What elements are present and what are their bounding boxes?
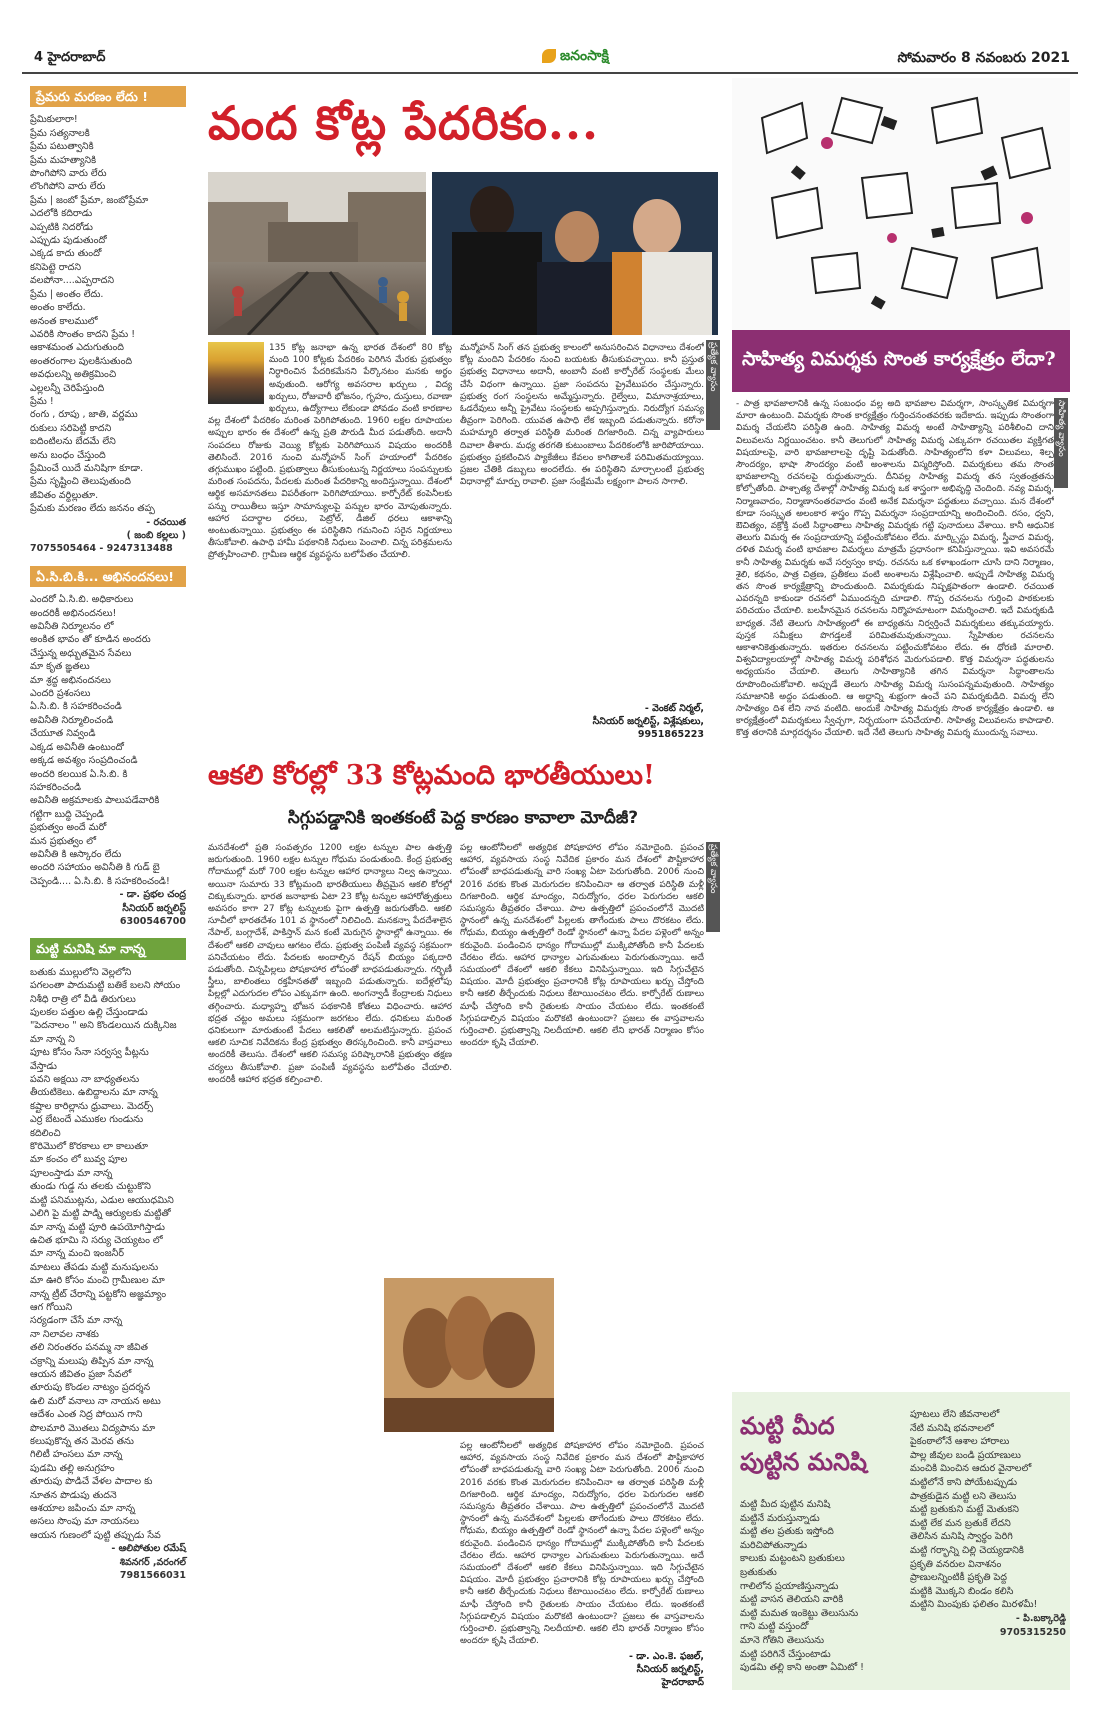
poem-line: అందరికీ అభినందనలు! [30,607,117,619]
left-column [30,86,186,1690]
poem-line: నేటి మనిషి భవనాలలో [910,1422,994,1434]
poem-box-title: మట్టి మీద పుట్టిన మనిషి [740,1411,868,1476]
poem-line: పొంగిపోని వారు లేరు [30,168,107,180]
byline-name: - డా. ఎం.కె. ఫజల్, [629,1651,704,1662]
poem-body [30,593,186,888]
poem-section-3 [30,938,186,1582]
poem-line: ఏ.సి.బి. కి సహకరించండి [30,701,122,713]
poem-line: ప్రభుత్వం అందే మరో [30,822,107,834]
article1-text-2: మన్మోహన్ సింగ్ తన ప్రభుత్వ కాలంలో అనుసరించిన విధానాలు దేశంలో కోట్ల మందిని పేదరికం నుంచి బయటకు తీసుకువచ్చాయి. కానీ ప్రస్తుత ప్రభుత్వ విధానాలు అదానీ, అంబానీ వంటి కార్పోరేట్ సంస్థలకు మేలు చేసే విధంగా ఉన్నాయి. ప్రజా సంపదను ప్రైవేటుపరం చేస్తున్నారు. ప్రభుత్వ రంగ సంస్థలను అమ్మేస్తున్నారు. రైల్వేలు, విమానాశ్రయాలు, ఓడరేవులు అన్నీ ప్రైవేటు సంస్థలకు అప్పగిస్తున్నారు. నిరుద్యోగ సమస్య తీవ్రంగా పెరిగింది. యువత ఉపాధి లేక ఇబ్బంది పడుతున్నారు. కరోనా మహమ్మారి తర్వాత పరిస్థితి మరింత దిగజారింది. చిన్న వ్యాపారులు దివాలా తీశారు. మధ్య తరగతి కుటుంబాలు పేదరికంలోకి జారిపోయాయి. ప్రభుత్వం ప్రకటించిన ప్యాకేజీలు కేవలం కాగితాలకే పరిమితమయ్యాయి. ప్రజల చేతికి డబ్బులు అందలేదు. ఈ పరిస్థితిని మార్చాలంటే ప్రభుత్వ విధానాల్లో మార్పు రావాలి. ప్రజా సంక్షేమమే లక్ష్యంగా పాలన సాగాలి. [460,343,704,488]
poem-line: ఆగ గోయిని [30,1301,73,1313]
poem-line: చక్రాన్ని మలుపు తిప్పిన మా నాన్న [30,1355,154,1367]
poem-line: అక్కడ అవశ్యం సంప్రదించండి [30,755,138,767]
poem-line: కాలుకు మట్టంటని బ్రతుకులు [740,1553,845,1565]
poem-line: పొలమారి మొతలు విద్యపాను మా [30,1422,156,1434]
poem-line: అవినీతి అక్రమాలకు పాలుపడేవారికి [30,795,160,807]
poem-line: మంచికి మించిన ఆదుర వైనాలలో [910,1463,1032,1475]
article1-byline [460,702,704,741]
poem-line: మట్టిని మింపుకు ఫలితం మిరళమీ! [910,1599,1038,1611]
poem-line: గట్టిగా బుద్ధి చెప్పండి [30,808,104,820]
article1-text-1: 135 కోట్ల జనాభా ఉన్న భారత దేశంలో 80 కోట్ల మంది 100 కోట్లకు పేదరికం పెరిగిన మేరకు ప్రభుత్వం నిర్ధారించిన పేదరికమేనని పేర్కొనటం మనకు అర్థం అవుతుంది. ఆరోగ్య అవసరాల ఖర్చులు , విద్య ఖర్చులు, రోజువారీ భోజనం, గృహం, దుస్తులు, రవాణా ఖర్చులు, ఉద్యోగాలు లేకుండా పోవడం వంటి కారణాల వల్ల దేశంలో పేదరికం మరింత పెరిగిపోతుంది. 1960 లక్షల రూపాయల అప్పుల భారం ఈ దేశంలో ఉన్న ప్రతి పౌరుడి మీద పడుతోంది. అదానీ సంపదలు రోజుకు వెయ్యి కోట్లకు పెరిగిపోయిన విషయం అందరికీ తెలిసిందే. 2016 నుంచి మన్మోహన్ సింగ్ హయాంలో పేదరికం తగ్గుముఖం పట్టింది. ప్రభుత్వాలు తీసుకుంటున్న నిర్ణయాలు సంపన్నులకు మరింత సంపదను, పేదలకు మరింత పేదరికాన్ని అందిస్తున్నాయి. దేశంలో ఆర్థిక అసమానతలు విపరీతంగా పెరిగిపోయాయి. కార్పోరేట్ కంపెనీలకు పన్ను రాయితీలు ఇస్తూ సామాన్యులపై పన్నుల భారం మోపుతున్నారు. ఆహార పదార్థాల ధరలు, పెట్రోల్, డీజిల్ ధరలు ఆకాశాన్ని అంటుతున్నాయి. ప్రభుత్వం ఈ పరిస్థితిని గమనించి సరైన నిర్ణయాలు తీసుకోవాలి. ఉపాధి హామీ పథకానికి నిధులు పెంచాలి. చిన్న పరిశ్రమలను ప్రోత్సహించాలి. గ్రామీణ ఆర్థిక వ్యవస్థను బలోపేతం చేయాలి. [208,343,452,561]
poem-line: నిశీధి రాత్రి లో వీడి తిరుగులు [30,993,136,1005]
article2-column-2-cont [460,1440,704,1650]
poem-line: లొంగిపోని వారు లేరు [30,181,106,193]
byline-title: సీనియర్ జర్నలిస్ట్, విశ్లేషకులు, [592,716,704,727]
hands-photo [384,1278,554,1432]
poem-line: పూటలు లేని జీవనాలలో [910,1409,1000,1420]
poem-line: తుండు గుడ్డ ను తలకు చుట్టుకొని [30,1181,151,1193]
poem-line: అను బంధం చేస్తుంది [30,449,106,461]
poem-line: మట్టి బ్రతుకుని మట్టే మెతుకని [910,1504,1019,1516]
poem-line: ఎక్కడ అవినీతి ఉంటుందో [30,741,124,753]
poem-line: మా శ్రద్ధ అభినందనలు [30,674,111,686]
poem-line: మట్టికి మొక్కని బిండం కలిసి [910,1585,1014,1597]
poem-line: అంకిత భావం తో కూడిన అందరు [30,634,151,646]
article2-column-2 [460,842,704,1272]
masthead [22,44,1078,74]
poem-line: గాలిలోన ప్రయాణిస్తున్నాడు [740,1580,839,1592]
poem-line: మాటలు తేపడు మట్టి మనుషులను [30,1261,159,1273]
poem-line: గాని మట్టి వస్తుందో [740,1621,809,1633]
article2-column-1 [208,842,452,1688]
poem-line: మా కృత ఙ్ఞతలు [30,661,90,673]
poem-line: ఆశయాల జపించు మా నాన్న [30,1503,136,1515]
poem-line: కొరిమొలో కొరకాలు లా కాలుతూ [30,1141,148,1153]
poem-line: చెప్పండి.... ఏ.సి.బి. కి సహకరించండి! [30,875,170,887]
poem-line: జీవితం వర్ధిల్లుతూ. [30,489,99,501]
poem-signature-sub: సీనియర్ జర్నలిస్ట్ [122,902,186,914]
poem-line: మట్టిలోనే కాని పోయేటప్పుడు [910,1476,1018,1488]
poem-line: వలపోనా....ఎప్పరాదని [30,275,115,287]
article2-subheadline: సిగ్గుపడ్డానికి ఇంతకంటే పెద్ద కారణం కావాలా మోదీజీ? [287,808,639,828]
poem-title: మట్టి మనిషి మా నాన్న [30,938,186,959]
poem-line: ఎర్ర బేటందే ఎముకల గుండును [30,1114,144,1126]
poem-line: పుడమి తల్లి కాని అంతా ఏమిటో ! [740,1662,864,1674]
poem-line: మన ప్రభుత్వం లో [30,835,97,847]
poem-line: తూరుపు పొడిచే వేళల పాదాల కు [30,1476,153,1488]
issue-date: సోమవారం 8 నవంబరు 2021 [897,50,1070,66]
poem-line: ఐదింటిలను బేదమే లేని [30,436,116,448]
poem-signature: - డా. ప్రభల చంద్ర [119,889,186,901]
poem-line: అసలు సొంపు మా నాయనలు [30,1516,140,1528]
author-photo [208,342,264,404]
poem-line: అంతరంగాల పులకిసుతుంది [30,355,133,367]
poem-line: మా నాన్న మంచి ఇంజనీర్ [30,1248,124,1260]
poem-box-right-lines [910,1408,1066,1639]
poem-line: మట్టి మీద పుట్టిన మనిషి [740,1499,831,1510]
poem-line: కష్టాల కారిల్లాను ధ్రువాలు. మెదర్స్ [30,1100,154,1112]
poem-line: అందరి కలయిక ఏ.సి.బి. కి [30,768,128,780]
paper-logo [542,48,609,67]
poem-line: కలుపుకొన్న తన మెరవ తను [30,1436,134,1447]
poem-line: మానె గోతిని తెలుసును [740,1634,825,1646]
poem-line: ఎదలోకి కదిరాడు [30,208,93,220]
poem-line: ప్రేమ ! [30,395,54,407]
poem-line: గిలిటీ హంసలు మా నాన్న [30,1449,123,1461]
poem-line: అవినీతి నిర్మూలనం లో [30,621,114,633]
article2-headline: ఆకలి కోరల్లో 33 కోట్లమంది భారతీయులు! [208,760,655,791]
poem-line: ఎందరో ఏ.సి.బి. అధికారులు [30,594,134,606]
poem-line: ప్రేమ మహత్యానికి [30,154,97,166]
poem-line: ప్రేమ సృష్టించి తెలుపుతుంది [30,476,131,488]
page-city: 4 హైదరాబాద్ [34,50,106,65]
poem-line: ఆయన జీవితం ప్రజా సేవలో [30,1368,132,1380]
poem-line: ప్రేమ సత్యనాలకి [30,127,90,139]
poem-line: ఎప్పుడు పుడుతుందో [30,235,107,247]
article2-text-2: పల్ల ఆంటోనీలలో అత్యధిక పోషకాహార లోపం నమోదైంది. ప్రపంచ ఆహార, వ్యవసాయ సంస్థ నివేదిక ప్రకారం మన దేశంలో పౌష్టికాహార లోపంతో బాధపడుతున్న వారి సంఖ్య ఏటా పెరుగుతోంది. 2006 నుంచి 2016 వరకు కొంత మెరుగుదల కనిపించినా ఆ తర్వాత పరిస్థితి మళ్లీ దిగజారింది. ఆర్థిక మాంద్యం, నిరుద్యోగం, ధరల పెరుగుదల ఆకలి సమస్యను తీవ్రతరం చేశాయి. పాల ఉత్పత్తిలో ప్రపంచంలోనే మొదటి స్థానంలో ఉన్న మనదేశంలో పిల్లలకు తాగేందుకు పాలు దొరకటం లేదు. గోధుమ, బియ్యం ఉత్పత్తిలో రెండో స్థానంలో ఉన్నా పేదల పళ్లెంలో అన్నం కరువైంది. పండించిన ధాన్యం గోదాముల్లో ముక్కిపోతోంది కానీ పేదలకు చేరటం లేదు. ఆహార ధాన్యాల ఎగుమతులు పెరుగుతున్నాయి. అదే సమయంలో దేశంలో ఆకలి కేకలు వినిపిస్తున్నాయి. ఇది సిగ్గుచేటైన విషయం. మోదీ ప్రభుత్వం ప్రచారానికి కోట్ల రూపాయలు ఖర్చు చేస్తోంది కానీ ఆకలి తీర్చేందుకు నిధులు కేటాయించటం లేదు. కార్పోరేట్ రుణాలు మాఫీ చేస్తోంది కానీ రైతులకు సాయం చేయటం లేదు. ఇంతకంటే సిగ్గుపడాల్సిన విషయం మరొకటి ఉంటుందా? ప్రజలు ఈ వాస్తవాలను గుర్తించాలి. ప్రభుత్వాన్ని నిలదీయాలి. ఆకలి లేని భారత్ నిర్మాణం కోసం అందరూ కృషి చేయాలి. [460,843,704,1049]
poem-signature-sub: ( జంబి కల్లలు ) [126,530,186,541]
slum-photo [208,172,426,335]
right-article-headline: సాహిత్య విమర్శకు సొంత కార్యక్షేత్రం లేదా? [732,330,1070,392]
poem-section-1 [30,86,186,556]
poem-title: ఏ.సి.బి.కి... అభినందనలు! [30,566,186,587]
poem-line: రంగు , రూపు , జాతి, వర్ణము [30,409,138,421]
poem-line: పూలంస్తాడు మా నాన్న [30,1167,113,1179]
poem-phone: 7075505464 - 9247313488 [30,543,173,555]
poem-line: ఉచిత భూమి ని సర్యు చెయ్యటం లో [30,1234,163,1246]
poem-line: మట్టి పరిగినే చేస్తుంటాడు [740,1648,831,1660]
poem-line: మట్టినే మరుస్తున్నాడు [740,1512,820,1524]
paper-name: జనంసాక్షి [560,48,609,64]
poem-line: ఆయన గుణంలో పుట్టి తప్పుడు సేవ [30,1529,161,1541]
poem-line: "పెదనాలం " అని కొండలయిన దుక్కినిజ [30,1020,177,1032]
poem-line: అంతం కాలేదు. [30,302,86,314]
poem-section-2 [30,566,186,929]
hands-illustration [384,1278,554,1432]
poem-line: చేస్తున్న అధ్భుతమైన సేవలు [30,647,132,659]
poem-line: ఎప్పటికి నిదరోడు [30,221,93,233]
poem-line: పులకల పత్తుల ఉల్లి చేస్తుండాడు [30,1007,148,1018]
poem-phone: 7981566031 [119,1570,186,1582]
poem-phone: 6300546700 [119,915,186,927]
poem-line: ఎక్కడ కాదు తుందో [30,248,102,260]
poem-line: మట్టి లేక మన బ్రతుకే లేదని [910,1517,1011,1529]
byline-title: సీనియర్ జర్నలిస్ట్, [636,1664,704,1675]
poem-line: మట్టి వాసన తెలియని వారికి [740,1594,844,1606]
poem-line: కనిపెట్టె రాదని [30,261,82,273]
poem-line: సహకరించండి [30,781,82,793]
leaders-illustration [432,172,718,335]
right-section-label: సాహిత్య వ్యాసం [1054,398,1068,488]
article1-headline: వంద కోట్ల పేదరికం... [208,96,599,150]
poem-line: అవినీతి కి ఆస్కారం లేదు [30,848,122,860]
poem-line: మట్టి తల ప్రతుకు ఇస్తోంది [740,1526,834,1538]
article2-text-2-cont: పల్ల ఆంటోనీలలో అత్యధిక పోషకాహార లోపం నమోదైంది. ప్రపంచ ఆహార, వ్యవసాయ సంస్థ నివేదిక ప్రకారం మన దేశంలో పౌష్టికాహార లోపంతో బాధపడుతున్న వారి సంఖ్య ఏటా పెరుగుతోంది. 2006 నుంచి 2016 వరకు కొంత మెరుగుదల కనిపించినా ఆ తర్వాత పరిస్థితి మళ్లీ దిగజారింది. ఆర్థిక మాంద్యం, నిరుద్యోగం, ధరల పెరుగుదల ఆకలి సమస్యను తీవ్రతరం చేశాయి. పాల ఉత్పత్తిలో ప్రపంచంలోనే మొదటి స్థానంలో ఉన్న మనదేశంలో పిల్లలకు తాగేందుకు పాలు దొరకటం లేదు. గోధుమ, బియ్యం ఉత్పత్తిలో రెండో స్థానంలో ఉన్నా పేదల పళ్లెంలో అన్నం కరువైంది. పండించిన ధాన్యం గోదాముల్లో ముక్కిపోతోంది కానీ పేదలకు చేరటం లేదు. ఆహార ధాన్యాల ఎగుమతులు పెరుగుతున్నాయి. అదే సమయంలో దేశంలో ఆకలి కేకలు వినిపిస్తున్నాయి. ఇది సిగ్గుచేటైన విషయం. మోదీ ప్రభుత్వం ప్రచారానికి కోట్ల రూపాయలు ఖర్చు చేస్తోంది కానీ ఆకలి తీర్చేందుకు నిధులు కేటాయించటం లేదు. కార్పోరేట్ రుణాలు మాఫీ చేస్తోంది కానీ రైతులకు సాయం చేయటం లేదు. ఇంతకంటే సిగ్గుపడాల్సిన విషయం మరొకటి ఉంటుందా? ప్రజలు ఈ వాస్తవాలను గుర్తించాలి. ప్రభుత్వాన్ని నిలదీయాలి. ఆకలి లేని భారత్ నిర్మాణం కోసం అందరూ కృషి చేయాలి. [460,1441,704,1647]
poem-line: ఆదేశం ఎంత నిద్ర పోయిన గాని [30,1409,143,1421]
poem-line: ఎల్లలన్నీ చెరిపేస్తుంది [30,382,105,394]
poem-line: ఎందరి ప్రశంసలు [30,688,91,700]
byline-phone: 9951865223 [637,729,704,740]
byline-city: హైదరాబాద్ [661,1677,704,1688]
poem-line: పుడమి తల్లి అనుగ్రహం [30,1462,115,1474]
poem-signature-sub: శివనగర్ ,వరంగల్ [119,1556,186,1568]
poem-line: పవని అక్షయి నా బాధ్యతలను [30,1074,140,1086]
poem-signature: - రచయిత [146,516,186,528]
poem-line: పాల్ల జీవుల బండి ప్రయాణులు [910,1449,1021,1461]
poem-line: ప్రేమికులారా! [30,114,78,126]
poem-line: మట్టి మమత ఇంకెట్టు తెలుసును [740,1607,859,1619]
poem-line: తలి నిరంతరం పనమ్మ నా జీవిత [30,1342,149,1354]
right-column [732,78,1070,1690]
poem-line: ప్రాణులన్నింటికీ ప్రకృతి పెద్ద [910,1572,1007,1584]
poem-body [30,113,186,515]
poem-line: పూట కోసం సేనా సర్వస్వ పీట్లను [30,1047,149,1059]
article2-byline [460,1650,704,1689]
poem-box-left-lines [740,1498,896,1675]
poem-title: ప్రేమరు మరణం లేదు ! [30,86,186,107]
poem-line: ప్రేమ | జంబో ప్రేమా, జంబోప్రేమా [30,194,149,206]
poem-line: తెలిసిన మనిషి స్వార్థం పెరిగి [910,1531,1013,1543]
poem-body [30,966,186,1542]
poem-box-signature: - పి.బక్కారెడ్డి [1015,1612,1066,1624]
poem-line: మట్టి గర్భాన్ని చిల్లి చెయ్యడానికి [910,1544,1024,1556]
article2-section-label: ప్రత్యేక వ్యాసం [706,842,720,932]
poem-line: మా నాన్న ని [30,1033,75,1045]
article1-column-2 [460,342,704,702]
poem-line: తీయటికెలు. ఉబిద్దాలను మా నాన్న [30,1087,158,1099]
right-article-text: - పాత్ర భావజాలానికి ఉన్న సంబంధం వల్ల అది భావజాల విమర్శగా, సాంస్కృతిక విమర్శగా మారా ఉంటుంది. విమర్శకు సొంత కార్యక్షేత్రం గుర్తించనంతవరకు ఇదేకాదు. ఇప్పుడు సొంతంగా విమర్శ చేయలేని పరిస్థితి ఉంది. సాహిత్య విమర్శ అంటే సాహిత్యాన్ని పరిశీలించి దాని విలువలను నిర్ణయించటం. కానీ తెలుగులో సాహిత్య విమర్శ ఎక్కువగా రచయితల వ్యక్తిగత విషయాలపై, వారి భావజాలాలపై దృష్టి పెడుతోంది. సాహిత్యంలోని కళా విలువలు, శిల్ప సౌందర్యం, భాషా సౌందర్యం వంటి అంశాలను విస్మరిస్తోంది. విమర్శకులు తమ సొంత భావజాలాన్ని రచనలపై రుద్దుతున్నారు. దీనివల్ల సాహిత్య విమర్శ తన స్వతంత్రతను కోల్పోతోంది. పాశ్చాత్య దేశాల్లో సాహిత్య విమర్శ ఒక శాస్త్రంగా అభివృద్ధి చెందింది. నవ్య విమర్శ, నిర్మాణవాదం, నిర్మాణానంతరవాదం వంటి అనేక విమర్శనా పద్ధతులు వచ్చాయి. మన దేశంలో కూడా సంస్కృత అలంకార శాస్త్రం గొప్ప విమర్శనా సంప్రదాయాన్ని అందించింది. రసం, ధ్వని, ఔచిత్యం, వక్రోక్తి వంటి సిద్ధాంతాలు సాహిత్య విమర్శకు గట్టి పునాదులు వేశాయి. కానీ ఆధునిక తెలుగు విమర్శ ఈ సంప్రదాయాన్ని పట్టించుకోవటం లేదు. మార్క్సిస్టు విమర్శ, స్త్రీవాద విమర్శ, దళిత విమర్శ వంటి భావజాల విమర్శలు మాత్రమే ప్రధానంగా కనిపిస్తున్నాయి. ఇవి అవసరమే కానీ సాహిత్య విమర్శకు అవే సర్వస్వం కావు. రచనను ఒక కళాఖండంగా చూసి దాని నిర్మాణం, శైలి, కథనం, పాత్ర చిత్రణ, ప్రతీకలు వంటి అంశాలను విశ్లేషించాలి. అప్పుడే సాహిత్య విమర్శ తన సొంత కార్యక్షేత్రాన్ని పొందుతుంది. విమర్శకుడు నిష్పక్షపాతంగా ఉండాలి. రచయిత ఎవరన్నది కాకుండా రచనలో ఏముందన్నది చూడాలి. గొప్ప రచనలను గుర్తించి పాఠకులకు పరిచయం చేయాలి. బలహీనమైన రచనలను నిర్మొహమాటంగా విమర్శించాలి. ఇదే విమర్శకుడి బాధ్యత. నేటి తెలుగు సాహిత్యంలో ఈ బాధ్యతను నిర్వర్తించే విమర్శకులు తక్కువయ్యారు. పుస్తక సమీక్షలు పొగడ్తలకే పరిమితమవుతున్నాయి. స్నేహితుల రచనలను ఆకాశానికెత్తుతున్నారు. ఇతరుల రచనలను పట్టించుకోవటం లేదు. ఈ ధోరణి మారాలి. విశ్వవిద్యాలయాల్లో సాహిత్య విమర్శ పరిశోధన మెరుగుపడాలి. కొత్త విమర్శనా పద్ధతులను అధ్యయనం చేయాలి. తెలుగు సాహిత్యానికి తగిన విమర్శనా సిద్ధాంతాలను రూపొందించుకోవాలి. అప్పుడే తెలుగు సాహిత్య విమర్శ సుసంపన్నమవుతుంది. సాహిత్యం సమాజానికి అద్దం పడుతుంది. ఆ అద్దాన్ని శుభ్రంగా ఉంచే పని విమర్శకుడిది. విమర్శ లేని సాహిత్యం దిశ లేని నావ వంటిది. అందుకే సాహిత్య విమర్శకు సొంత కార్యక్షేత్రం ఉండాలి. ఆ కార్యక్షేత్రంలో విమర్శకులు స్వేచ్ఛగా, నిర్భయంగా పనిచేయాలి. సాహిత్య విలువలను కాపాడాలి. కొత్త తరానికి మార్గదర్శనం చేయాలి. ఇదే నేటి తెలుగు సాహిత్య విమర్శ ముందున్న సవాలు. [736,399,1054,739]
poem-line: నా నిలావల నాశకు [30,1328,99,1340]
poem-line: పగలంతా పాదుమట్టి బతికే బలని సోయం [30,980,181,992]
slum-illustration [208,172,426,335]
poem-line: సర్యడంగా చేసే మా నాన్న [30,1315,123,1327]
poem-line: ప్రకృతి వనరుల వినాశనం [910,1558,1002,1570]
poem-line: మా కంచం లో బువ్వ పూల [30,1154,128,1166]
poem-line: ప్రేమ పటుత్వానికి [30,141,94,153]
poem-line: మా ఊరి కోసం మంచి గ్రామీణుల మా [30,1275,165,1287]
poem-line: బ్రతుకుతు [740,1566,777,1578]
right-article-body [736,398,1054,1438]
poem-signature: - ఆలిపోతుల రమేష్ [111,1543,186,1555]
poem-line: ప్రేమకు మరణం లేదు జననం తప్ప [30,503,155,515]
poem-line: ఎవరికి సొంతం కాదని ప్రేమ ! [30,328,135,340]
poem-right-body [910,1408,1066,1612]
poem-line: మా నాన్న మట్టి పూరి ఉపయోగిస్తాడు [30,1221,165,1233]
poem-line: తూరుపు కొండల నాట్యం ప్రదర్శన [30,1382,151,1394]
flying-books-icon [732,78,1070,330]
poem-line: అవధులన్ని అతిక్రమించి [30,369,117,381]
poem-line: ఆకాశమంత ఎదుగుతుంది [30,342,125,354]
books-illustration [732,78,1070,330]
poem-line: మరిచిపోతున్నాడు [740,1539,807,1551]
leaf-icon [542,49,556,63]
poem-line: ఎలిగి పై మట్టి పాడ్ని ఆర్యులకు మట్టితో [30,1208,171,1220]
poem-line: నాన్న ట్రీట్ చేరాన్ని పట్టకోని అజ్ఞమ్యాం [30,1288,167,1300]
poem-line: ప్రేమించే యిదే మనిషిగా కూడా. [30,462,144,474]
byline-name: - వెంకట్ నిర్మల్, [644,703,704,714]
poem-line: అనంత కాలములో [30,315,98,327]
poem-line: నూతన పొడుపు తుదనె [30,1489,117,1501]
article1-column-1 [208,342,452,702]
poem-line: చేయూత నివ్వండి [30,728,96,740]
poem-line: మట్టి పనిముట్లను, ఎడుల ఆయుధమిని [30,1194,174,1206]
poem-line: బతుకు ముల్లులోని వెల్లలోని [30,966,132,978]
poem-line: రుకులు సరిపెట్టి కాదని [30,422,112,434]
poem-line: పైకంఠాలోనే ఆశాల హారాలు [910,1436,1010,1448]
article2-text-1: మనదేశంలో ప్రతి సంవత్సరం 1200 లక్షల టన్నుల పాల ఉత్పత్తి జరుగుతుంది. 1960 లక్షల టన్నుల గోధుమ పండుతుంది. కేంద్ర ప్రభుత్వ గోదాముల్లో మరో 700 లక్షల టన్నుల ఆహార ధాన్యాలు నిల్వ ఉన్నాయి. అయినా సుమారు 33 కోట్లమంది భారతీయులు తీవ్రమైన ఆకలి కోరల్లో చిక్కుకున్నారు. భారత జనాభాకు ఏటా 23 కోట్ల టన్నుల ఆహారోత్పత్తులు అవసరం కాగా 27 కోట్ల టన్నులకు పైగా ఉత్పత్తి జరుగుతోంది. ఆకలి సూచీలో భారతదేశం 101 వ స్థానంలో నిలిచింది. మనకన్నా పేదదేశాలైన నేపాల్, బంగ్లాదేశ్, పాకిస్తాన్ మన కంటే మెరుగైన స్థానాల్లో ఉన్నాయి. ఈ దేశంలో ఆకలి చావులు ఆగటం లేదు. ప్రభుత్వ పంపిణీ వ్యవస్థ సక్రమంగా పనిచేయటం లేదు. పేదలకు అందాల్సిన రేషన్ బియ్యం పక్కదారి పడుతోంది. చిన్నపిల్లలు పోషకాహార లోపంతో బాధపడుతున్నారు. గర్భిణీ స్త్రీలు, బాలింతలు రక్తహీనతతో ఇబ్బంది పడుతున్నారు. ఐదేళ్లలోపు పిల్లల్లో ఎదుగుదల లోపం ఎక్కువగా ఉంది. అంగన్వాడీ కేంద్రాలకు నిధులు తగ్గించారు. మధ్యాహ్న భోజన పథకానికి కోతలు విధించారు. ఆహార భద్రత చట్టం అమలు సక్రమంగా జరగటం లేదు. ధనికులు మరింత ధనికులుగా మారుతుంటే పేదలు ఆకలితో అలమటిస్తున్నారు. ప్రపంచ ఆకలి సూచిక నివేదికను కేంద్ర ప్రభుత్వం తిరస్కరించింది. కానీ వాస్తవాలు అందరికీ తెలుసు. దేశంలో ఆకలి సమస్య పరిష్కారానికి ప్రభుత్వం తక్షణ చర్యలు తీసుకోవాలి. ప్రజా పంపిణీ వ్యవస్థను బలోపేతం చేయాలి. అందరికీ ఆహార భద్రత కల్పించాలి. [208,843,452,1085]
poem-line: ప్రేమ | అంతం లేదు. [30,288,104,300]
poem-box-phone: 9705315250 [999,1626,1066,1638]
poem-line: అందరి సహాయం అవినీతి కి గుడ్ బై [30,862,160,874]
poem-line: వేస్తాడు [30,1060,57,1072]
poem-line: పాత్రకుడైన మట్టి లని తెలుసు [910,1490,1017,1502]
poem-line: అవినీతి నిర్మూలించండి [30,714,114,726]
article1-section-label: ప్రత్యేక వ్యాసం [706,340,720,430]
poem-line: కదిలించి [30,1127,61,1139]
leaders-photo [432,172,718,335]
poem-line: ఉలి మరో వనాలు నా నాయన అటు [30,1395,161,1407]
